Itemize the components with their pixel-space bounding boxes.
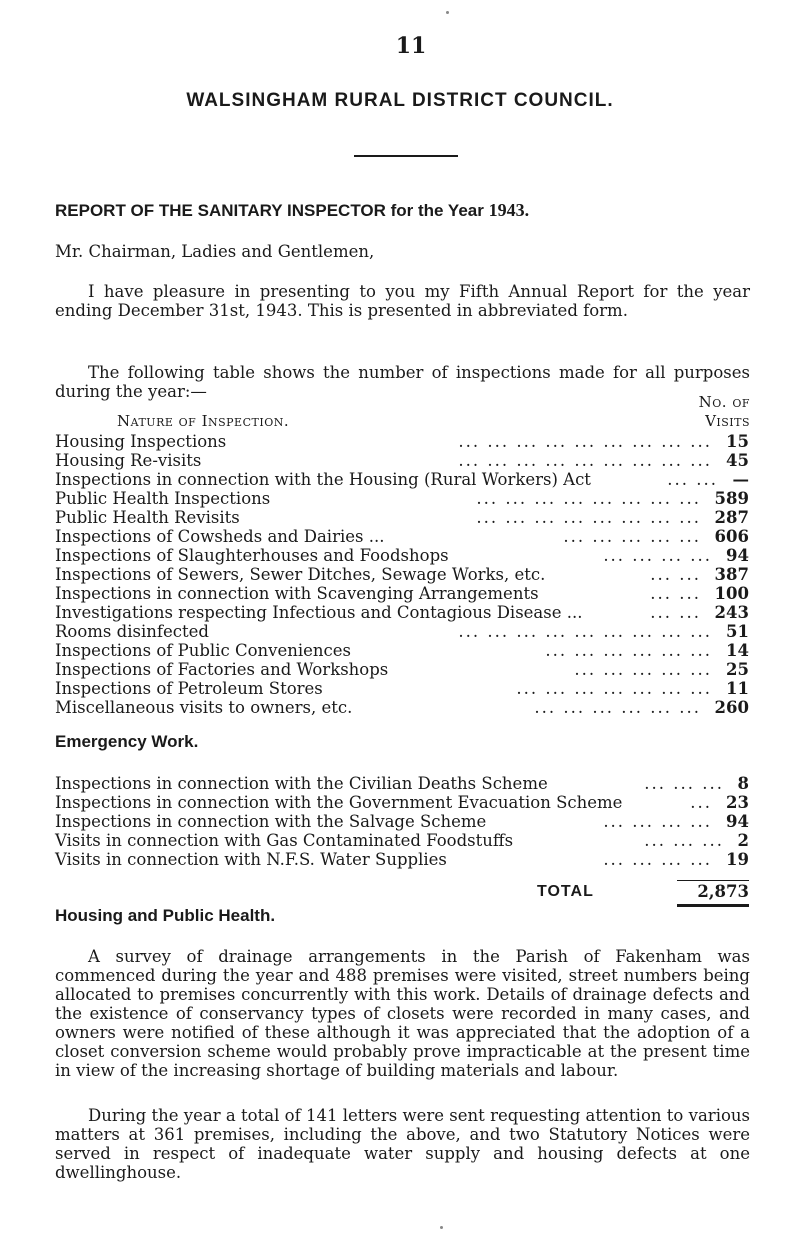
row-label: Rooms disinfected xyxy=(55,622,209,641)
total-rule-top xyxy=(677,880,749,881)
row-value: 2 xyxy=(737,831,749,850)
row-value: 94 xyxy=(726,812,749,831)
table-row xyxy=(55,584,749,603)
row-value: 589 xyxy=(714,489,749,508)
table-row xyxy=(55,451,749,470)
row-label: Inspections in connection with the Housing (Rural Workers) Act xyxy=(55,470,591,489)
row-label: Public Health Inspections xyxy=(55,489,271,508)
row-label: Inspections in connection with the Government Evacuation Scheme xyxy=(55,793,623,812)
table-row xyxy=(55,565,749,584)
table-row xyxy=(55,850,749,869)
table-row xyxy=(55,508,749,527)
row-label: Inspections of Factories and Workshops xyxy=(55,660,389,679)
row-label: Visits in connection with N.F.S. Water Supplies xyxy=(55,850,447,869)
housing-heading: Housing and Public Health. xyxy=(55,906,276,925)
nature-column-header: Nature of Inspection. xyxy=(117,412,290,430)
row-value: 25 xyxy=(726,660,749,679)
row-value: 14 xyxy=(726,641,749,660)
emergency-work-heading: Emergency Work. xyxy=(55,732,199,751)
row-value: 51 xyxy=(726,622,749,641)
visits-header-line-1: No. of xyxy=(698,393,750,411)
row-value: 287 xyxy=(714,508,749,527)
leader-dots: ... xyxy=(690,793,712,812)
row-value: 45 xyxy=(726,451,749,470)
total-value: 2,873 xyxy=(697,882,749,901)
leader-dots: ... ... ... ... ... ... ... ... ... xyxy=(458,451,712,470)
row-value: 19 xyxy=(726,850,749,869)
leader-dots: ... ... ... ... ... ... ... ... ... xyxy=(458,622,712,641)
council-name: WALSINGHAM RURAL DISTRICT COUNCIL. xyxy=(186,90,614,111)
row-value: 100 xyxy=(714,584,749,603)
row-value: 23 xyxy=(726,793,749,812)
paper-speck xyxy=(446,11,449,14)
row-value: — xyxy=(732,470,749,489)
table-row xyxy=(55,660,749,679)
table-row xyxy=(55,527,749,546)
leader-dots: ... ... ... ... ... xyxy=(574,660,712,679)
leader-dots: ... ... ... ... ... ... xyxy=(534,698,701,717)
row-value: 606 xyxy=(714,527,749,546)
visits-column-header xyxy=(650,393,750,431)
leader-dots: ... ... ... ... xyxy=(603,546,712,565)
table-row xyxy=(55,831,749,850)
table-row xyxy=(55,546,749,565)
salutation: Mr. Chairman, Ladies and Gentlemen, xyxy=(55,242,375,261)
paper-speck xyxy=(440,1226,443,1229)
inspections-table xyxy=(55,432,749,717)
visits-header-line-2: Visits xyxy=(705,412,750,430)
leader-dots: ... ... xyxy=(650,584,701,603)
leader-dots: ... ... ... ... xyxy=(603,850,712,869)
table-row xyxy=(55,432,749,451)
row-value: 243 xyxy=(714,603,749,622)
leader-dots: ... ... xyxy=(667,470,718,489)
row-value: 387 xyxy=(714,565,749,584)
table-row xyxy=(55,812,749,831)
row-value: 15 xyxy=(726,432,749,451)
leader-dots: ... ... ... ... xyxy=(603,812,712,831)
leader-dots: ... ... ... ... ... ... ... ... xyxy=(476,489,701,508)
row-label: Visits in connection with Gas Contaminated Foodstuffs xyxy=(55,831,514,850)
row-label: Inspections of Slaughterhouses and Foodshops xyxy=(55,546,449,565)
housing-paragraph-1: A survey of drainage arrangements in the Parish of Fakenham was commenced during the year and 488 premises were visited, street numbers being allocated to premises concurrently with this work. Details of drainage defects and the existence of conservancy types of closets were recorded in many cases, and owners were notified of these although it was appreciated that the adoption of a closet conversion scheme would probably prove impracticable at the present time in view of the increasing shortage of building materials and labour. xyxy=(55,947,750,1080)
row-value: 11 xyxy=(726,679,749,698)
row-label: Housing Re-visits xyxy=(55,451,202,470)
leader-dots: ... ... ... xyxy=(644,831,724,850)
table-row xyxy=(55,470,749,489)
total-label: TOTAL xyxy=(537,883,594,900)
title-divider xyxy=(354,155,458,157)
leader-dots: ... ... xyxy=(650,603,701,622)
row-label: Public Health Revisits xyxy=(55,508,240,527)
intro-paragraph: I have pleasure in presenting to you my Fifth Annual Report for the year ending December 31st, 1943. This is presented in abbreviated form. xyxy=(55,282,750,320)
row-label: Inspections of Public Conveniences xyxy=(55,641,352,660)
table-row xyxy=(55,641,749,660)
page-number: 11 xyxy=(395,33,427,59)
leader-dots: ... ... ... xyxy=(644,774,724,793)
leader-dots: ... ... ... ... ... ... ... ... ... xyxy=(458,432,712,451)
row-label: Inspections of Cowsheds and Dairies ... xyxy=(55,527,385,546)
row-label: Inspections in connection with Scavenging Arrangements xyxy=(55,584,539,603)
table-row xyxy=(55,679,749,698)
leader-dots: ... ... ... ... ... ... ... xyxy=(516,679,712,698)
row-value: 8 xyxy=(737,774,749,793)
table-row xyxy=(55,774,749,793)
table-intro-paragraph: The following table shows the number of inspections made for all purposes during the year:— xyxy=(55,363,750,401)
row-label: Inspections of Sewers, Sewer Ditches, Sewage Works, etc. xyxy=(55,565,546,584)
table-row xyxy=(55,603,749,622)
row-label: Miscellaneous visits to owners, etc. xyxy=(55,698,353,717)
table-row xyxy=(55,489,749,508)
leader-dots: ... ... xyxy=(650,565,701,584)
row-label: Inspections in connection with the Civilian Deaths Scheme xyxy=(55,774,548,793)
table-row xyxy=(55,793,749,812)
leader-dots: ... ... ... ... ... xyxy=(563,527,701,546)
housing-paragraph-2: During the year a total of 141 letters were sent requesting attention to various matters at 361 premises, including the above, and two Statutory Notices were served in respect of inadequate water supply and housing defects at one dwellinghouse. xyxy=(55,1106,750,1182)
table-row xyxy=(55,698,749,717)
row-value: 260 xyxy=(714,698,749,717)
row-label: Inspections in connection with the Salvage Scheme xyxy=(55,812,487,831)
row-label: Investigations respecting Infectious and Contagious Disease ... xyxy=(55,603,583,622)
row-label: Housing Inspections xyxy=(55,432,227,451)
report-title-main: REPORT OF THE SANITARY INSPECTOR for the Year xyxy=(55,201,484,220)
report-title xyxy=(55,200,529,221)
total-rule-bottom xyxy=(677,904,749,907)
row-label: Inspections of Petroleum Stores xyxy=(55,679,323,698)
table-row xyxy=(55,622,749,641)
leader-dots: ... ... ... ... ... ... ... ... xyxy=(476,508,701,527)
report-title-year: 1943. xyxy=(488,200,530,220)
row-value: 94 xyxy=(726,546,749,565)
emergency-table xyxy=(55,774,749,869)
leader-dots: ... ... ... ... ... ... xyxy=(545,641,712,660)
